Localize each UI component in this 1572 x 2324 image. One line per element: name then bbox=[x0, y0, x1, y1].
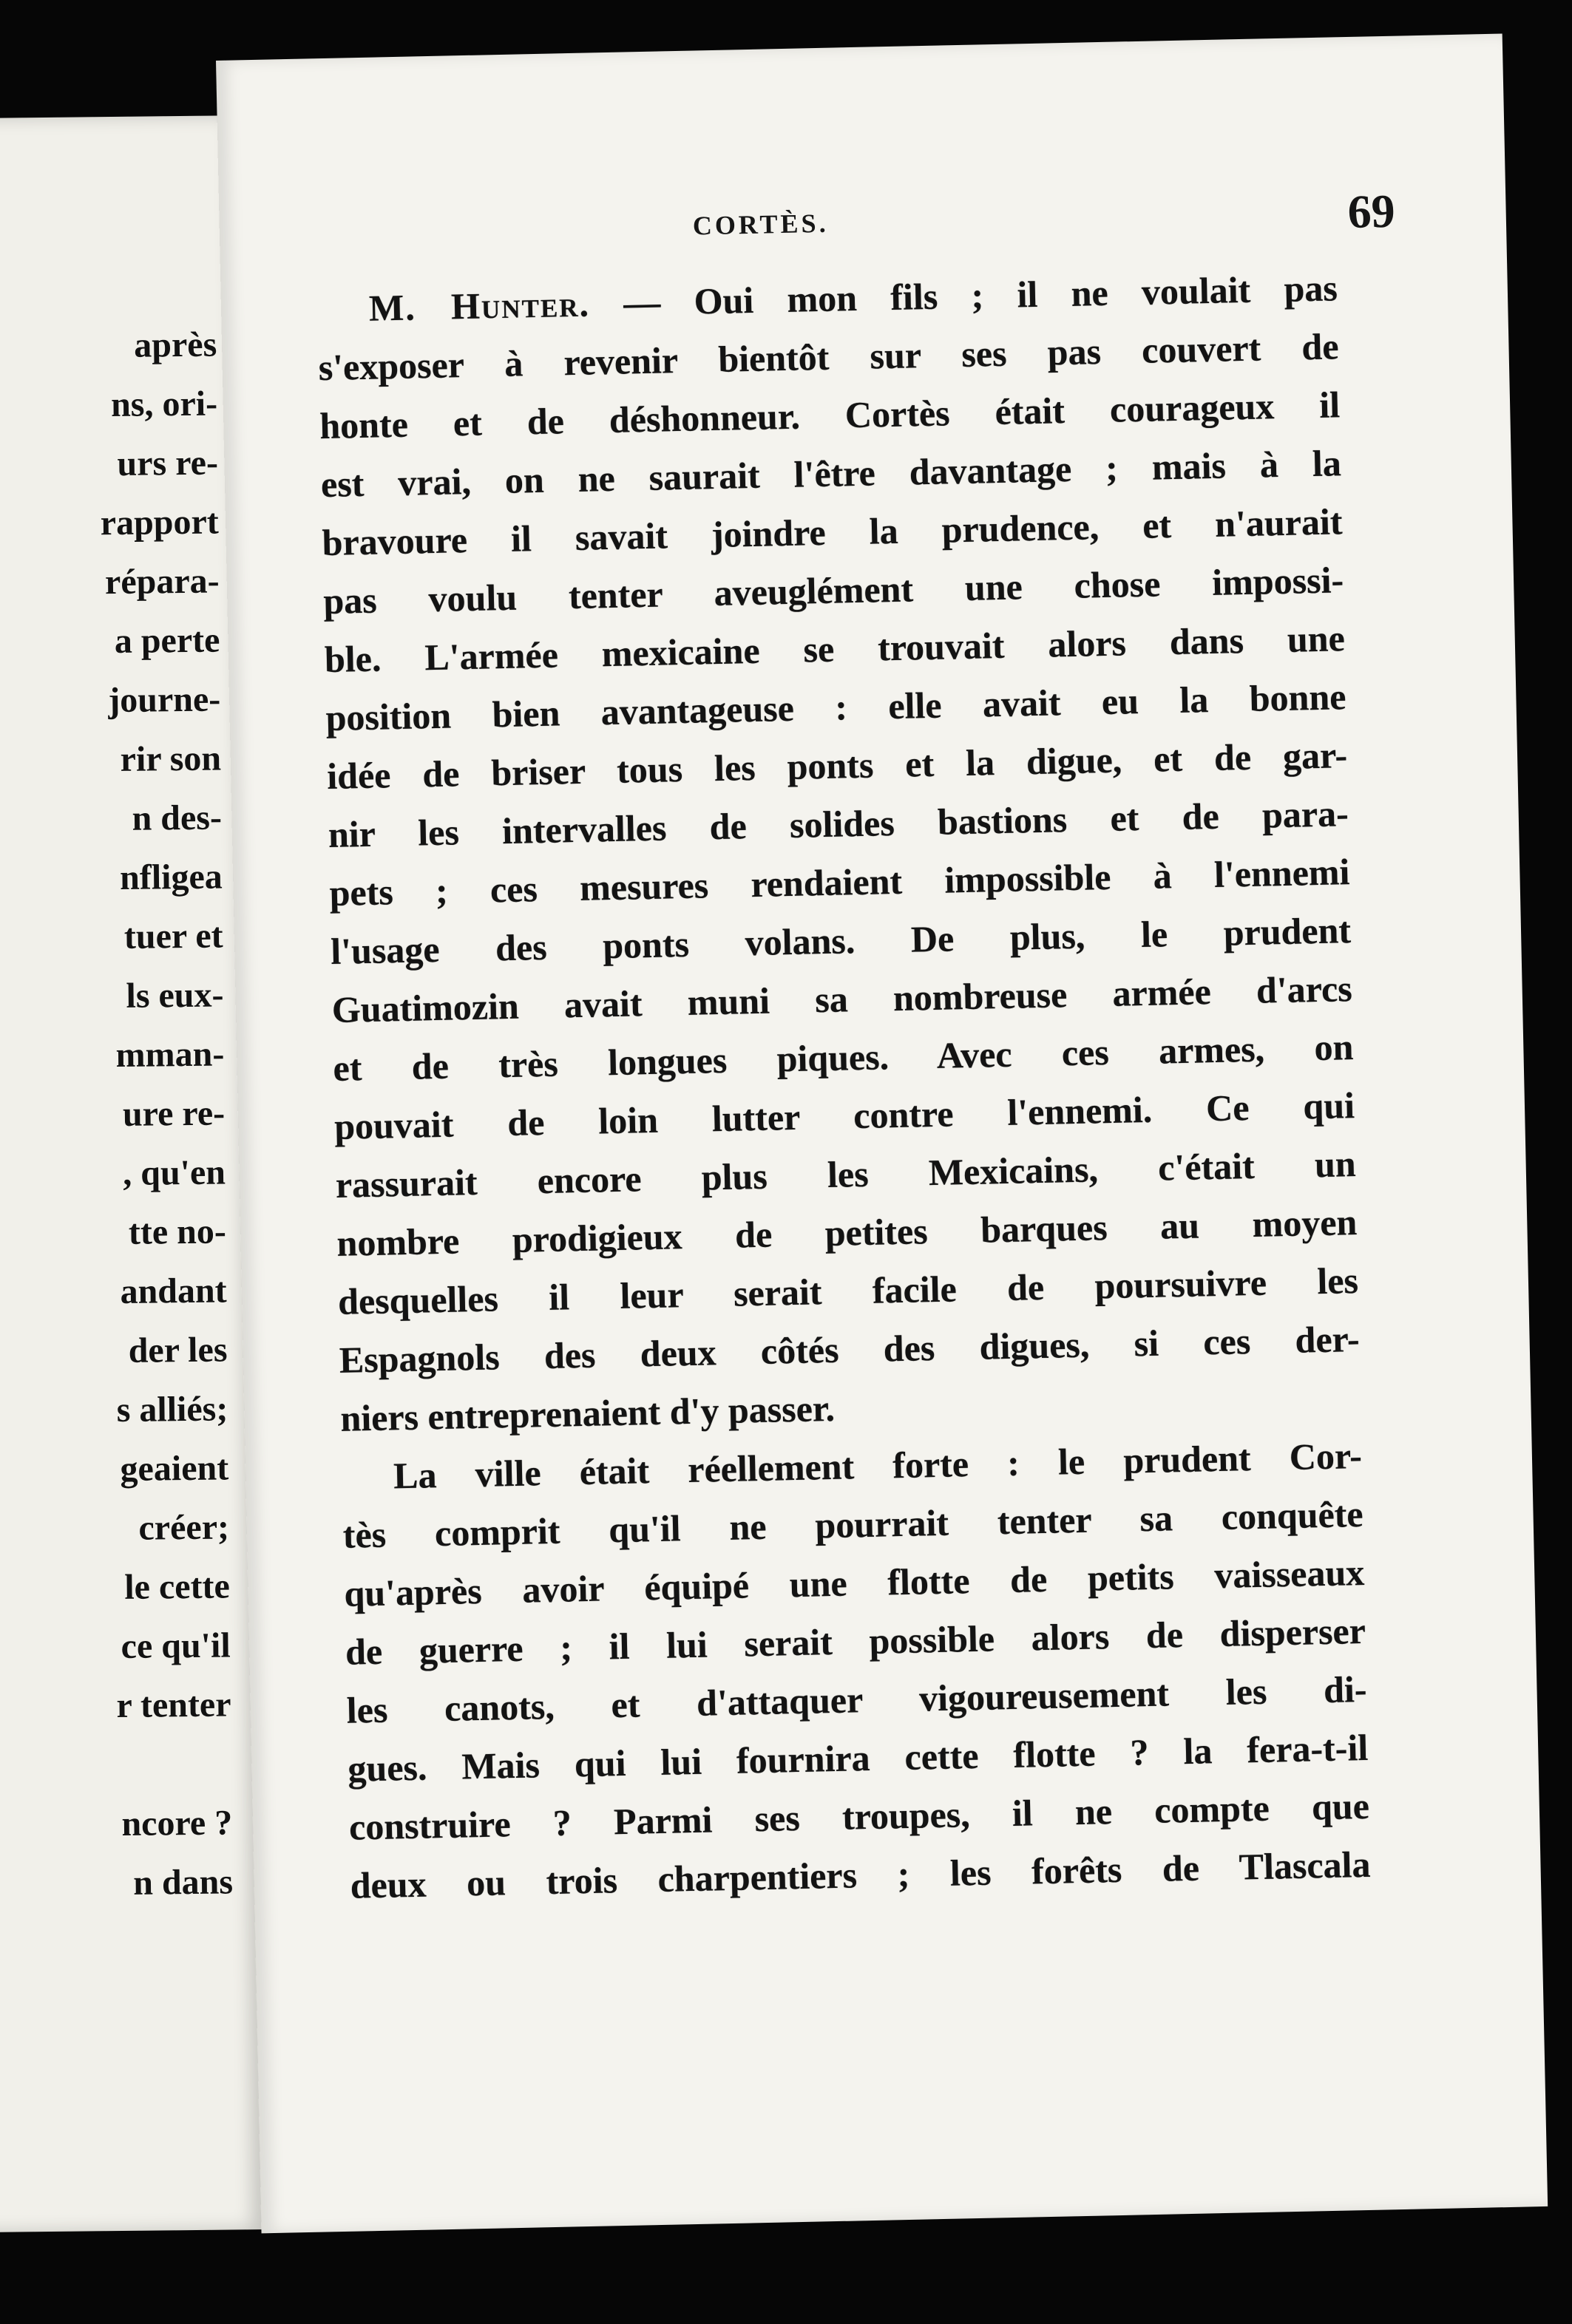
previous-page-line: ncore ? bbox=[121, 1803, 233, 1844]
previous-page-line: répara- bbox=[104, 561, 220, 602]
text-line: pets ; ces mesures rendaient impossible à l'ennemi bbox=[329, 851, 1350, 914]
text-line: gues. Mais qui lui fournira cette flotte ? la fera-t-il bbox=[347, 1726, 1369, 1790]
text-line: honte et de déshonneur. Cortès était courageux il bbox=[319, 384, 1341, 447]
previous-page-line: der les bbox=[128, 1330, 228, 1370]
previous-page-text bbox=[0, 316, 233, 1915]
text-line: les canots, et d'attaquer vigoureusement les di- bbox=[346, 1668, 1368, 1731]
previous-page-line: andant bbox=[120, 1271, 227, 1311]
previous-page-line: tte no- bbox=[128, 1212, 227, 1252]
text-line: qu'après avoir équipé une flotte de petits vaisseaux bbox=[343, 1551, 1365, 1614]
previous-page-line: a perte bbox=[114, 620, 220, 661]
previous-page-line: nfligea bbox=[119, 857, 223, 897]
text-line: construire ? Parmi ses troupes, il ne compte que bbox=[348, 1784, 1370, 1848]
previous-page-line: r tenter bbox=[116, 1685, 231, 1726]
text-line: pouvait de loin lutter contre l'ennemi. Ce qui bbox=[333, 1084, 1355, 1147]
previous-page-line: ce qu'il bbox=[121, 1625, 231, 1666]
previous-page-line: , qu'en bbox=[122, 1152, 226, 1193]
text-line: ble. L'armée mexicaine se trouvait alors dans une bbox=[324, 617, 1346, 681]
previous-page-line bbox=[0, 1734, 232, 1796]
text-line: s'exposer à revenir bientôt sur ses pas couvert de bbox=[318, 325, 1340, 389]
text-line: niers entreprenaient d'y passer. bbox=[339, 1387, 836, 1439]
text-line: desquelles il leur serait facile de poursuivre les bbox=[337, 1260, 1359, 1322]
text-line: tès comprit qu'il ne pourrait tenter sa conquête bbox=[342, 1492, 1364, 1556]
previous-page-line: créer; bbox=[138, 1507, 230, 1548]
previous-page-line: après bbox=[133, 325, 217, 365]
text-line: rassurait encore plus les Mexicains, c'était un bbox=[335, 1143, 1357, 1206]
running-head bbox=[219, 182, 1506, 268]
text-line: position bien avantageuse : elle avait eu la bonne bbox=[325, 676, 1346, 739]
speaker-name: M. Hunter. bbox=[368, 282, 591, 329]
previous-page-line: urs re- bbox=[117, 443, 219, 483]
previous-page-line: tuer et bbox=[123, 916, 223, 957]
text-line: et de très longues piques. Avec ces armes, on bbox=[332, 1026, 1354, 1089]
previous-page-line: le cette bbox=[124, 1566, 231, 1607]
page-number: 69 bbox=[1346, 184, 1396, 238]
text-line: Guatimozin avait muni sa nombreuse armée d'arcs bbox=[331, 968, 1353, 1030]
previous-page-line: n des- bbox=[132, 798, 223, 838]
text-line: l'usage des ponts volans. De plus, le prudent bbox=[330, 909, 1352, 973]
running-title: CORTÈS. bbox=[692, 208, 829, 241]
previous-page-line: s alliés; bbox=[116, 1389, 228, 1430]
text-line: nombre prodigieux de petites barques au moyen bbox=[336, 1201, 1358, 1264]
previous-page-line: mman- bbox=[115, 1034, 225, 1076]
previous-page-line: ls eux- bbox=[126, 975, 224, 1016]
previous-page-line: rir son bbox=[120, 738, 222, 779]
previous-page-line: geaient bbox=[120, 1448, 229, 1489]
previous-page-line: journe- bbox=[108, 679, 221, 721]
text-line: pas voulu tenter aveuglément une chose impossi- bbox=[322, 559, 1344, 622]
previous-page-line: ure re- bbox=[122, 1093, 226, 1134]
text-line: deux ou trois charpentiers ; les forêts de Tlascala bbox=[350, 1843, 1372, 1906]
book-page bbox=[216, 34, 1548, 2234]
text-line: de guerre ; il lui serait possible alors de disperser bbox=[345, 1609, 1366, 1673]
previous-page-line: ns, ori- bbox=[110, 384, 218, 425]
previous-page-line: n dans bbox=[132, 1862, 234, 1903]
dialogue-text: — Oui mon fils ; il ne voulait pas bbox=[589, 267, 1338, 325]
text-line: est vrai, on ne saurait l'être davantage ; mais à la bbox=[320, 442, 1342, 506]
previous-page-line: rapport bbox=[100, 502, 220, 543]
text-line: Espagnols des deux côtés des digues, si ces der- bbox=[339, 1317, 1361, 1381]
text-line: bravoure il savait joindre la prudence, et n'aurait bbox=[322, 500, 1343, 564]
text-line: nir les intervalles de solides bastions et de para- bbox=[328, 792, 1349, 856]
text-line: La ville était réellement forte : le prudent Cor- bbox=[393, 1434, 1363, 1497]
text-line: idée de briser tous les ponts et la digue, et de gar- bbox=[326, 734, 1348, 798]
body-text bbox=[316, 259, 1371, 1914]
